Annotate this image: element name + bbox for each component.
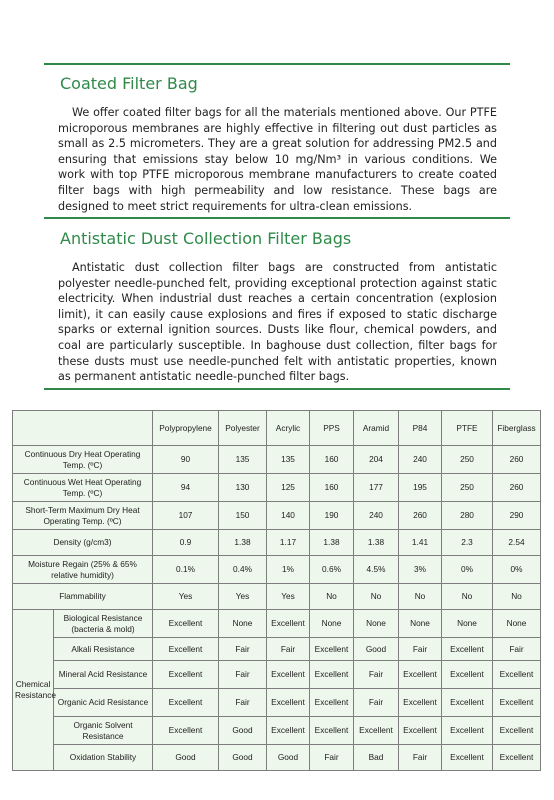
table-cell: Fair	[267, 638, 310, 661]
table-cell: Yes	[153, 584, 219, 610]
table-cell: Excellent	[399, 661, 442, 689]
table-cell: Excellent	[153, 638, 219, 661]
column-header: P84	[399, 411, 442, 446]
table-row	[13, 530, 541, 556]
table-cell: 1.41	[399, 530, 442, 556]
table-cell: 280	[442, 502, 493, 530]
table-cell: Excellent	[493, 661, 541, 689]
table-cell: Excellent	[493, 689, 541, 717]
row-label: Alkali Resistance	[54, 638, 153, 661]
table-cell: Good	[219, 745, 267, 771]
chemical-resistance-group-label: Chemical Resistance	[13, 610, 54, 771]
table-cell: Fair	[219, 661, 267, 689]
table-cell: 94	[153, 474, 219, 502]
table-cell: 0.1%	[153, 556, 219, 584]
section-divider-middle	[44, 217, 510, 219]
antistatic-filter-bags-heading: Antistatic Dust Collection Filter Bags	[60, 229, 352, 248]
table-cell: Excellent	[153, 689, 219, 717]
table-row	[13, 446, 541, 474]
table-cell: 190	[310, 502, 354, 530]
table-cell: Excellent	[442, 661, 493, 689]
table-cell: 1.17	[267, 530, 310, 556]
table-cell: 260	[493, 474, 541, 502]
table-cell: 195	[399, 474, 442, 502]
table-cell: Good	[219, 717, 267, 745]
table-header-row	[13, 411, 541, 446]
table-row	[13, 689, 541, 717]
table-cell: None	[442, 610, 493, 638]
table-cell: Excellent	[267, 661, 310, 689]
antistatic-filter-bags-paragraph: Antistatic dust collection filter bags are constructed from antistatic polyester needle-punched felt, providing exceptional protection against static electricity. When industrial dust reaches a certain concentration (explosion limit), it can easily cause explosions and fires if exposed to static discharge sparks or external ignition sources. Dusts like flour, chemical powders, and coal are particularly susceptible. In baghouse dust collection, filter bags for these dusts must use needle-punched felt with antistatic properties, known as permanent antistatic needle-punched filter bags.	[58, 261, 497, 384]
table-row	[13, 661, 541, 689]
table-cell: No	[399, 584, 442, 610]
table-cell: Excellent	[493, 745, 541, 771]
table-row	[13, 474, 541, 502]
table-cell: 250	[442, 474, 493, 502]
table-cell: Good	[153, 745, 219, 771]
column-header: Fiberglass	[493, 411, 541, 446]
table-cell: Fair	[219, 638, 267, 661]
table-cell: Excellent	[267, 689, 310, 717]
table-cell: Good	[267, 745, 310, 771]
table-cell: Fair	[219, 689, 267, 717]
coated-filter-bag-paragraph: We offer coated filter bags for all the materials mentioned above. Our PTFE microporous membranes are highly effective in filtering out dust particles as small as 2.5 micrometers. They are a great solution for addressing PM2.5 and ensuring that emissions stay below 10 mg/Nm³ in various conditions. We work with top PTFE microporous membrane manufacturers to create coated filter bags with high permeability and low resistance. These bags are designed to meet strict requirements for ultra-clean emissions.	[58, 106, 497, 213]
table-cell: 160	[310, 446, 354, 474]
row-label: Short-Term Maximum Dry Heat Operating Temp. (ºC)	[13, 502, 153, 530]
table-cell: Excellent	[153, 717, 219, 745]
table-cell: None	[493, 610, 541, 638]
table-cell: No	[442, 584, 493, 610]
table-cell: 130	[219, 474, 267, 502]
table-cell: Bad	[354, 745, 399, 771]
table-cell: 1.38	[310, 530, 354, 556]
row-label: Continuous Dry Heat Operating Temp. (ºC)	[13, 446, 153, 474]
table-cell: None	[354, 610, 399, 638]
table-cell: 90	[153, 446, 219, 474]
row-label: Oxidation Stability	[54, 745, 153, 771]
table-cell: Excellent	[267, 610, 310, 638]
column-header: PPS	[310, 411, 354, 446]
table-cell: Fair	[354, 689, 399, 717]
table-cell: Excellent	[442, 745, 493, 771]
row-label: Moisture Regain (25% & 65% relative humidity)	[13, 556, 153, 584]
table-cell: 240	[354, 502, 399, 530]
table-row	[13, 610, 541, 638]
table-cell: Yes	[219, 584, 267, 610]
section-divider-top	[44, 63, 510, 65]
table-cell: Excellent	[354, 717, 399, 745]
table-cell: 0%	[442, 556, 493, 584]
table-row	[13, 745, 541, 771]
section-divider-bottom	[44, 388, 510, 390]
table-cell: 260	[399, 502, 442, 530]
table-cell: 135	[219, 446, 267, 474]
table-cell: 1.38	[354, 530, 399, 556]
table-cell: 250	[442, 446, 493, 474]
table-cell: Excellent	[310, 689, 354, 717]
table-cell: Fair	[399, 745, 442, 771]
table-cell: 1%	[267, 556, 310, 584]
column-header: Polypropylene	[153, 411, 219, 446]
table-cell: 0%	[493, 556, 541, 584]
table-cell: Fair	[493, 638, 541, 661]
table-cell: 0.4%	[219, 556, 267, 584]
table-cell: 125	[267, 474, 310, 502]
column-header: Polyester	[219, 411, 267, 446]
column-header: Acrylic	[267, 411, 310, 446]
table-cell: 290	[493, 502, 541, 530]
table-cell: Fair	[354, 661, 399, 689]
table-cell: 160	[310, 474, 354, 502]
table-cell: Excellent	[310, 717, 354, 745]
column-header: PTFE	[442, 411, 493, 446]
table-cell: None	[219, 610, 267, 638]
table-cell: 240	[399, 446, 442, 474]
table-cell: Excellent	[399, 689, 442, 717]
table-cell: None	[399, 610, 442, 638]
table-cell: 2.3	[442, 530, 493, 556]
table-cell: 4.5%	[354, 556, 399, 584]
table-row	[13, 584, 541, 610]
table-cell: 3%	[399, 556, 442, 584]
table-row	[13, 556, 541, 584]
table-cell: Yes	[267, 584, 310, 610]
table-cell: 0.6%	[310, 556, 354, 584]
table-row	[13, 638, 541, 661]
table-cell: No	[354, 584, 399, 610]
table-cell: 135	[267, 446, 310, 474]
table-cell: Excellent	[442, 689, 493, 717]
table-cell: 2.54	[493, 530, 541, 556]
table-cell: Excellent	[267, 717, 310, 745]
table-cell: Excellent	[442, 717, 493, 745]
row-label: Density (g/cm3)	[13, 530, 153, 556]
table-cell: 177	[354, 474, 399, 502]
table-cell: Excellent	[493, 717, 541, 745]
table-cell: 260	[493, 446, 541, 474]
table-cell: 0.9	[153, 530, 219, 556]
table-cell: 150	[219, 502, 267, 530]
row-label: Continuous Wet Heat Operating Temp. (ºC)	[13, 474, 153, 502]
table-cell: Fair	[399, 638, 442, 661]
row-label: Organic Solvent Resistance	[54, 717, 153, 745]
filter-material-properties-table	[12, 410, 541, 771]
table-cell: No	[310, 584, 354, 610]
table-cell: 107	[153, 502, 219, 530]
coated-filter-bag-heading: Coated Filter Bag	[60, 74, 198, 93]
table-cell: None	[310, 610, 354, 638]
table-cell: Excellent	[153, 661, 219, 689]
table-cell: No	[493, 584, 541, 610]
row-label: Flammability	[13, 584, 153, 610]
table-cell: Fair	[310, 745, 354, 771]
table-cell: Excellent	[399, 717, 442, 745]
table-cell: Good	[354, 638, 399, 661]
table-cell: Excellent	[310, 661, 354, 689]
table-cell: 140	[267, 502, 310, 530]
row-label: Mineral Acid Resistance	[54, 661, 153, 689]
row-label: Organic Acid Resistance	[54, 689, 153, 717]
table-cell: Excellent	[442, 638, 493, 661]
table-cell: Excellent	[153, 610, 219, 638]
table-cell: Excellent	[310, 638, 354, 661]
column-header: Aramid	[354, 411, 399, 446]
table-cell: 204	[354, 446, 399, 474]
table-row	[13, 717, 541, 745]
table-row	[13, 502, 541, 530]
row-label: Biological Resistance (bacteria & mold)	[54, 610, 153, 638]
table-corner-cell	[13, 411, 153, 446]
table-cell: 1.38	[219, 530, 267, 556]
